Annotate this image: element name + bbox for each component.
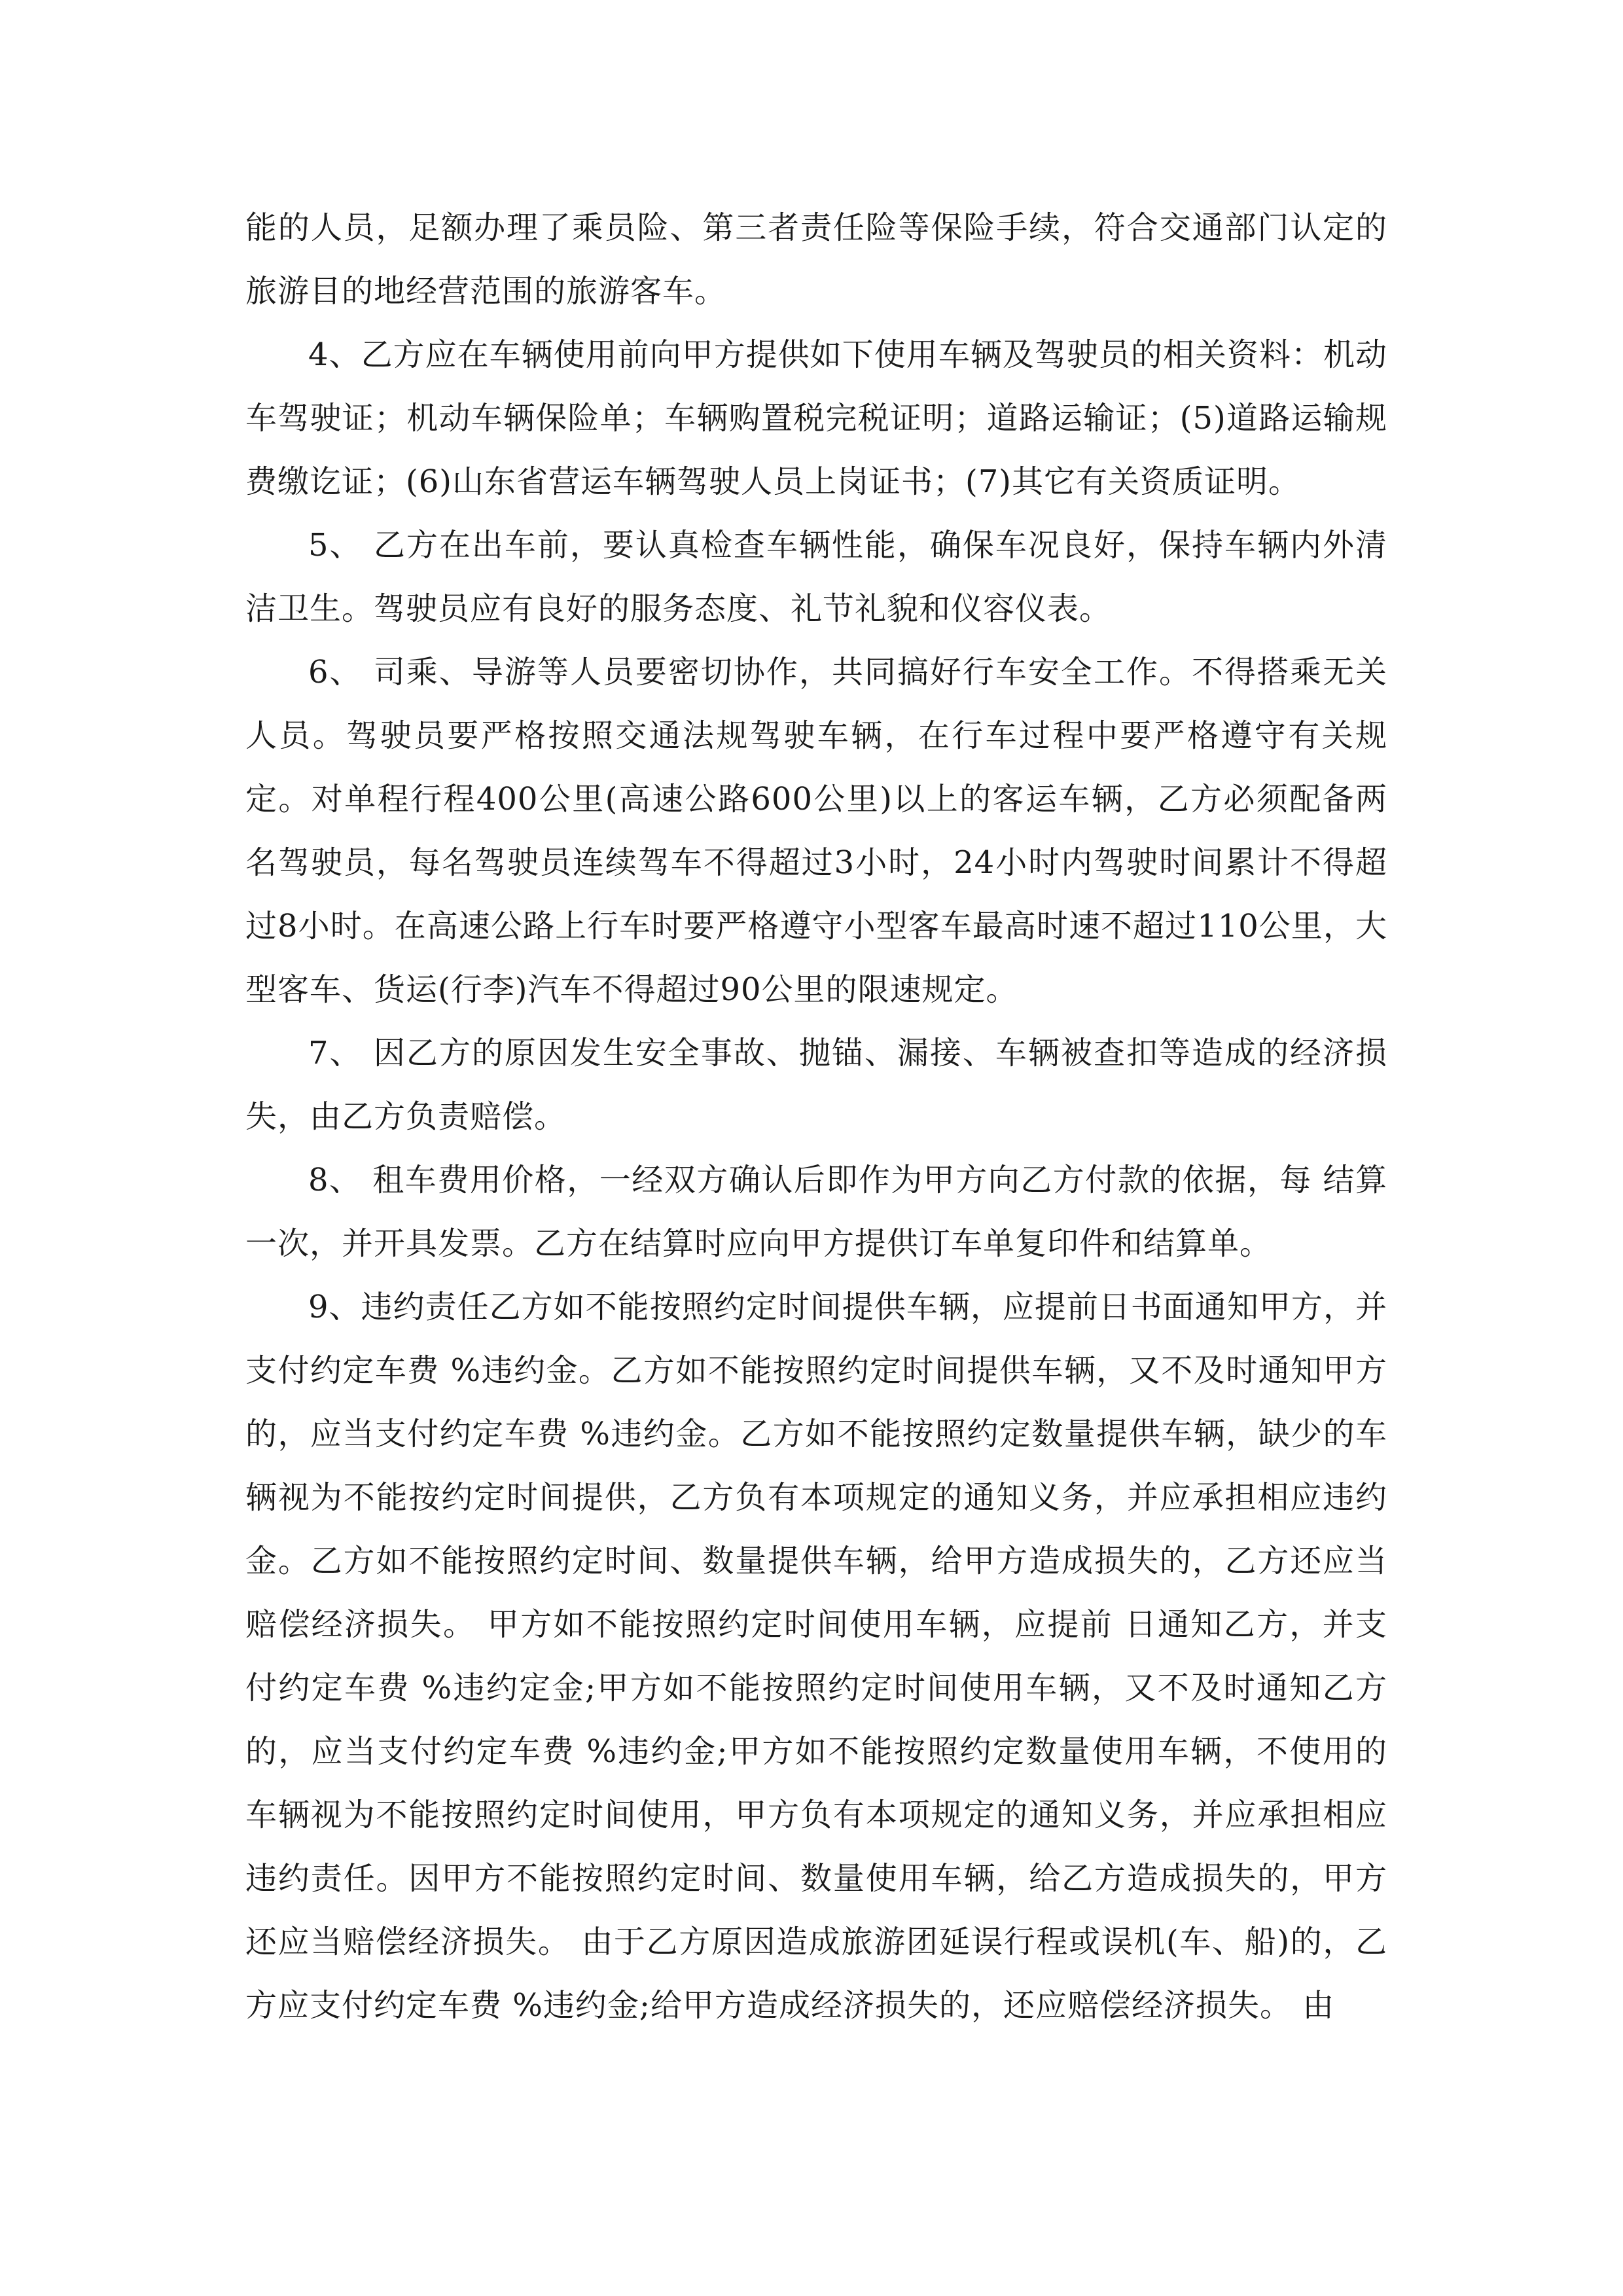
- paragraph-clause-4: 4、乙方应在车辆使用前向甲方提供如下使用车辆及驾驶员的相关资料：机动车驾驶证；机动车辆保险单；车辆购置税完税证明；道路运输证；(5)道路运输规费缴讫证；(6)山东省营运车辆驾驶人员上岗证书；(7)其它有关资质证明。: [245, 336, 1387, 500]
- paragraph-continuation: 能的人员，足额办理了乘员险、第三者责任险等保险手续，符合交通部门认定的旅游目的地经营范围的旅游客车。: [245, 209, 1387, 310]
- paragraph-clause-6: 6、 司乘、导游等人员要密切协作，共同搞好行车安全工作。不得搭乘无关人员。驾驶员要严格按照交通法规驾驶车辆，在行车过程中要严格遵守有关规定。对单程行程400公里(高速公路600公里)以上的客运车辆，乙方必须配备两名驾驶员，每名驾驶员连续驾车不得超过3小时，24小时内驾驶时间累计不得超过8小时。在高速公路上行车时要严格遵守小型客车最高时速不超过110公里，大型客车、货运(行李)汽车不得超过90公里的限速规定。: [245, 654, 1387, 1008]
- paragraph-clause-9: 9、违约责任乙方如不能按照约定时间提供车辆，应提前日书面通知甲方，并支付约定车费 %违约金。乙方如不能按照约定时间提供车辆，又不及时通知甲方的，应当支付约定车费 %违约金。乙方如不能按照约定数量提供车辆，缺少的车辆视为不能按约定时间提供，乙方负有本项规定的通知义务，并应承担相应违约金。乙方如不能按照约定时间、数量提供车辆，给甲方造成损失的，乙方还应当赔偿经济损失。 甲方如不能按照约定时间使用车辆，应提前 日通知乙方，并支付约定车费 %违约定金;甲方如不能按照约定时间使用车辆，又不及时通知乙方的，应当支付约定车费 %违约金;甲方如不能按照约定数量使用车辆，不使用的车辆视为不能按照约定时间使用，甲方负有本项规定的通知义务，并应承担相应违约责任。因甲方不能按照约定时间、数量使用车辆，给乙方造成损失的，甲方还应当赔偿经济损失。 由于乙方原因造成旅游团延误行程或误机(车、船)的，乙方应支付约定车费 %违约金;给甲方造成经济损失的，还应赔偿经济损失。 由: [245, 1289, 1387, 2024]
- contract-body: [245, 196, 1387, 2037]
- paragraph-clause-7: 7、 因乙方的原因发生安全事故、抛锚、漏接、车辆被查扣等造成的经济损失，由乙方负责赔偿。: [245, 1035, 1387, 1135]
- paragraph-clause-5: 5、 乙方在出车前，要认真检查车辆性能，确保车况良好，保持车辆内外清洁卫生。驾驶员应有良好的服务态度、礼节礼貌和仪容仪表。: [245, 527, 1387, 627]
- paragraph-clause-8: 8、 租车费用价格，一经双方确认后即作为甲方向乙方付款的依据，每 结算一次，并开具发票。乙方在结算时应向甲方提供订车单复印件和结算单。: [245, 1162, 1387, 1262]
